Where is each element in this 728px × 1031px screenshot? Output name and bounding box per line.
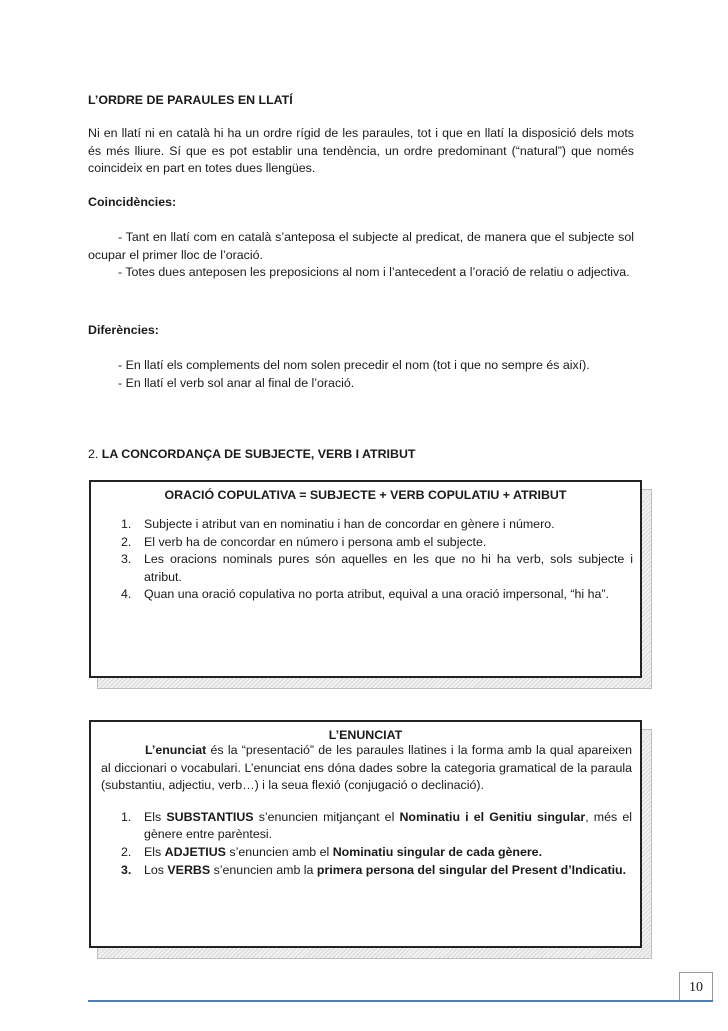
page-number: 10 bbox=[679, 972, 713, 1000]
section-title-text: LA CONCORDANÇA DE SUBJECTE, VERB I ATRIBUT bbox=[101, 447, 416, 461]
list-item: 2. Els ADJETIUS s’enuncien amb el Nominatiu singular de cada gènere. bbox=[121, 844, 543, 859]
list-item: 3. Los VERBS s’enuncien amb la primera persona del singular del Present d’Indicatiu. bbox=[121, 862, 627, 877]
copulative-rules-list bbox=[91, 516, 640, 604]
enunciat-paragraph: L’enunciat és la “presentació” de les paraules llatines i la forma amb la qual apareixen al diccionari o vocabulari. L’enunciat ens dóna dades sobre la categoria gramatical de la paraula (substantiu, adjectiu, verb…) i la seua flexió (conjugació o declinació). bbox=[101, 743, 632, 793]
coincidences-list bbox=[88, 229, 634, 282]
list-item: 4. Quan una oració copulativa no porta atribut, equival a una oració impersonal, “hi ha”. bbox=[121, 587, 609, 602]
section-title-agreement bbox=[88, 446, 634, 464]
list-item: 1. Subjecte i atribut van en nominatiu i han de concordar en gènere i número. bbox=[121, 517, 555, 531]
coincidences-heading: Coincidències: bbox=[88, 195, 177, 209]
differences-list bbox=[88, 357, 634, 392]
footer-rule bbox=[88, 1000, 713, 1002]
section-number: 2. bbox=[88, 447, 99, 461]
section-title-word-order: L’ORDRE DE PARAULES EN LLATÍ bbox=[88, 93, 293, 107]
coincidence-item: - Tant en llatí com en català s’anteposa el subjecte al predicat, de manera que el subjecte sol ocupar el primer lloc de l’oració. bbox=[88, 230, 634, 262]
difference-item: - En llatí el verb sol anar al final de l’oració. bbox=[118, 375, 355, 390]
list-item: 1. Els SUBSTANTIUS s’enuncien mitjançant el Nominatiu i el Genitiu singular, més el gènere entre parèntesi. bbox=[121, 809, 632, 842]
copulative-sentence-box bbox=[89, 480, 642, 678]
box-title: L’ENUNCIAT bbox=[328, 728, 403, 742]
difference-item: - En llatí els complements del nom solen precedir el nom (tot i que no sempre és així). bbox=[118, 358, 590, 372]
list-item: 2. El verb ha de concordar en número i persona amb el subjecte. bbox=[121, 534, 487, 549]
coincidence-item: - Totes dues anteposen les preposicions al nom i l’antecedent a l’oració de relatiu o adjectiva. bbox=[118, 265, 630, 280]
list-item: 3. Les oracions nominals pures són aquelles en les que no hi ha verb, sols subjecte i atribut. bbox=[121, 552, 633, 584]
intro-paragraph: Ni en llatí ni en català hi ha un ordre rígid de les paraules, tot i que en llatí la disposició dels mots és més lliure. Sí que es pot establir una tendència, un ordre predominant (“natural”) que només coincideix en part en totes dues llengües. bbox=[88, 126, 634, 176]
box-title: ORACIÓ COPULATIVA = SUBJECTE + VERB COPULATIU + ATRIBUT bbox=[164, 488, 567, 502]
differences-heading: Diferències: bbox=[88, 323, 159, 337]
enunciat-box bbox=[89, 720, 642, 948]
enunciat-rules-list bbox=[91, 809, 640, 879]
